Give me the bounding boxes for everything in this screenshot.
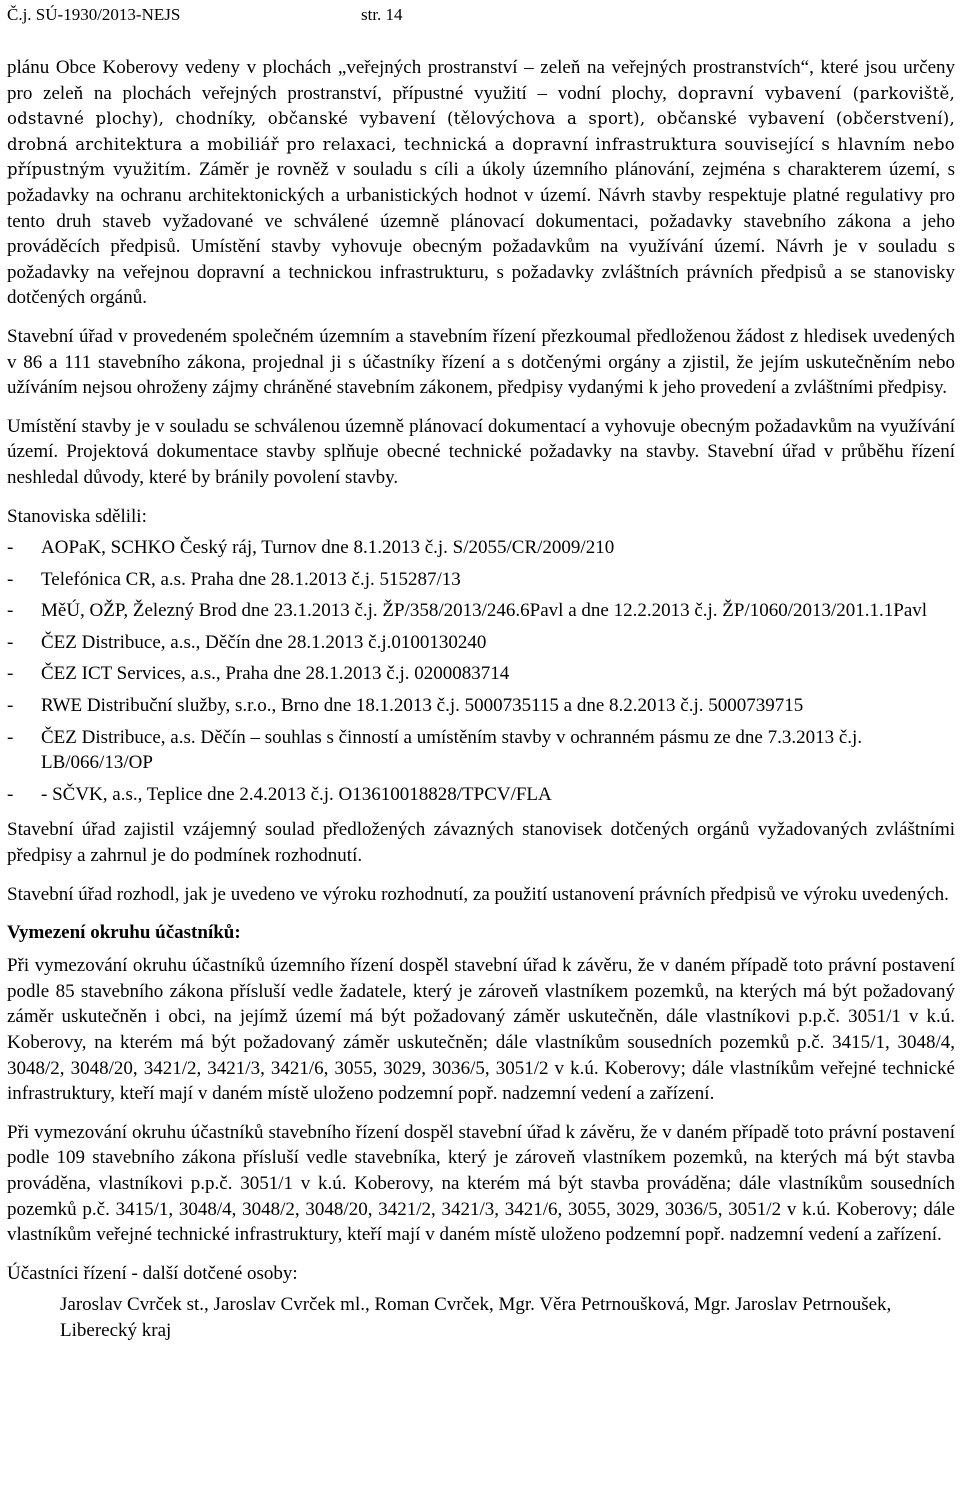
list-item-text: Telefónica CR, a.s. Praha dne 28.1.2013 č.j. 515287/13 — [41, 568, 461, 590]
list-item-text: - SČVK, a.s., Teplice dne 2.4.2013 č.j. O13610018828/TPCV/FLA — [41, 783, 552, 805]
paragraph-placement: Umístění stavby je v souladu se schválenou územně plánovací dokumentací a vyhovuje obecným požadavkům na využívání území. Projektová dokumentace stavby splňuje obecné technické požadavky na stavby. Stavební úřad v průběhu řízení neshledal důvody, které by bránily povolení stavby. — [7, 415, 955, 488]
participants-list: Jaroslav Cvrček st., Jaroslav Cvrček ml., Roman Cvrček, Mgr. Věra Petrnoušková, Mgr. Jaroslav Petrnoušek, Liberecký kraj — [60, 1294, 892, 1341]
list-dash: - — [7, 783, 14, 805]
statements-lead: Stanoviska sdělili: — [7, 505, 147, 527]
list-dash: - — [7, 568, 14, 590]
list-item-text: ČEZ ICT Services, a.s., Praha dne 28.1.2013 č.j. 0200083714 — [41, 663, 510, 685]
list-item-text: ČEZ Distribuce, a.s. Děčín – souhlas s činností a umístěním stavby v ochranném pásmu ze dne 7.3.2013 č.j. LB/066/13/OP — [41, 726, 863, 774]
list-dash: - — [7, 663, 14, 685]
list-item-text: AOPaK, SCHKO Český ráj, Turnov dne 8.1.2013 č.j. S/2055/CR/2009/210 — [41, 537, 615, 559]
list-item — [7, 782, 955, 808]
page-header — [7, 0, 955, 34]
list-item — [7, 535, 955, 561]
section-heading: Vymezení okruhu účastníků: — [7, 922, 241, 944]
case-reference: Č.j. SÚ-1930/2013-NEJS — [7, 5, 181, 24]
list-item — [7, 725, 955, 776]
paragraph-building-participants: Při vymezování okruhu účastníků stavebního řízení dospěl stavební úřad k závěru, že v daném případě toto právní postavení podle 109 stavebního zákona přísluší vedle stavebníka, který je zároveň vlastníkem pozemků, na kterých má být stavba prováděna, vlastníkovi p.p.č. 3051/1 v k.ú. Koberovy, na kterém má být stavba prováděna; dále vlastníkům sousedních pozemků p.č. 3415/1, 3048/4, 3048/2, 3048/20, 3421/2, 3421/3, 3421/6, 3055, 3029, 3036/5, 3051/2 v k.ú. Koberovy; dále vlastníkům veřejné technické infrastruktury, kteří mají v daném místě uloženo podzemní popř. nadzemní vedení a zařízení. — [7, 1121, 955, 1246]
paragraph-review: Stavební úřad v provedeném společném územním a stavebním řízení přezkoumal předloženou žádost z hledisek uvedených v 86 a 111 stavebního zákona, projednal ji s účastníky řízení a s dotčenými orgány a zjistil, že jejím uskutečněním nebo užíváním nejsou ohroženy zájmy chráněné stavebním zákonem, předpisy vydanými k jeho provedení a zvláštními předpisy. — [7, 325, 955, 399]
list-item — [7, 598, 955, 624]
paragraph-zoning-uses: dopravní vybavení (parkoviště, odstavné plochy), chodníky, občanské vybavení (tělovýchova a sport), občanské vybavení (občerstvení), drobná architektura a mobiliář pro relaxaci, technická a dopravní infrastruktura související s hlavním nebo přípustným využitím. — [7, 83, 955, 180]
list-item — [7, 630, 955, 656]
paragraph-zoning-intro: plánu Obce Koberovy vedeny v plochách „veřejných prostranství – zeleň na veřejných prostranstvích“, které jsou určeny pro zeleň na plochách veřejných prostranství, přípustné využití – vodní plochy, — [7, 57, 955, 104]
list-item-text: ČEZ Distribuce, a.s., Děčín dne 28.1.2013 č.j.0100130240 — [41, 631, 487, 653]
paragraph-zoning-compliance: Záměr je rovněž v souladu s cíli a úkoly územního plánování, zejména s charakterem území, s požadavky na ochranu architektonických a urbanistických hodnot v území. Návrh stavby respektuje platné regulativy pro tento druh staveb vyžadované ve schválené územně plánovací dokumentaci, požadavky stavebního zákona a jeho prováděcích předpisů. Umístění stavby vyhovuje obecným požadavkům na využívání území. Návrh je v souladu s požadavky na veřejnou dopravní a technickou infrastrukturu, s požadavky zvláštních právních předpisů a se stanovisky dotčených orgánů. — [7, 159, 955, 309]
list-item-text: MěÚ, OŽP, Železný Brod dne 23.1.2013 č.j. ŽP/358/2013/246.6Pavl a dne 12.2.2013 č.j. ŽP/1060/2013/201.1.1Pavl — [41, 600, 928, 622]
page-number: str. 14 — [361, 5, 403, 24]
list-dash: - — [7, 631, 14, 653]
participants-lead: Účastníci řízení - další dotčené osoby: — [7, 1262, 298, 1284]
list-dash: - — [7, 726, 14, 748]
paragraph-zoning — [7, 55, 955, 311]
list-dash: - — [7, 537, 14, 559]
list-item-text: RWE Distribuční služby, s.r.o., Brno dne 18.1.2013 č.j. 5000735115 a dne 8.2.2013 č.j. 5000739715 — [41, 695, 804, 717]
list-item — [7, 693, 955, 719]
list-dash: - — [7, 695, 14, 717]
paragraph-decision: Stavební úřad rozhodl, jak je uvedeno ve výroku rozhodnutí, za použití ustanovení právních předpisů ve výroku uvedených. — [7, 883, 949, 905]
list-item — [7, 661, 955, 687]
paragraph-binding-opinions: Stavební úřad zajistil vzájemný soulad předložených závazných stanovisek dotčených orgánů vyžadovaných zvláštními předpisy a zahrnul je do podmínek rozhodnutí. — [7, 819, 955, 867]
paragraph-zoning-participants: Při vymezování okruhu účastníků územního řízení dospěl stavební úřad k závěru, že v daném případě toto právní postavení podle 85 stavebního zákona přísluší vedle žadatele, který je zároveň vlastníkem pozemků, na kterých má být požadovaný záměr uskutečněn i obci, na jejímž území má být požadovaný záměr uskutečněn, dále vlastníkovi p.p.č. 3051/1 v k.ú. Koberovy, na kterém má být požadovaný záměr uskutečněn; dále vlastníkům sousedních pozemků p.č. 3415/1, 3048/4, 3048/2, 3048/20, 3421/2, 3421/3, 3421/6, 3055, 3029, 3036/5, 3051/2 v k.ú. Koberovy; dále vlastníkům veřejné technické infrastruktury, kteří mají v daném místě uloženo podzemní popř. nadzemní vedení a zařízení. — [7, 955, 955, 1105]
list-dash: - — [7, 600, 14, 622]
statements-list — [7, 535, 955, 807]
list-item — [7, 567, 955, 593]
